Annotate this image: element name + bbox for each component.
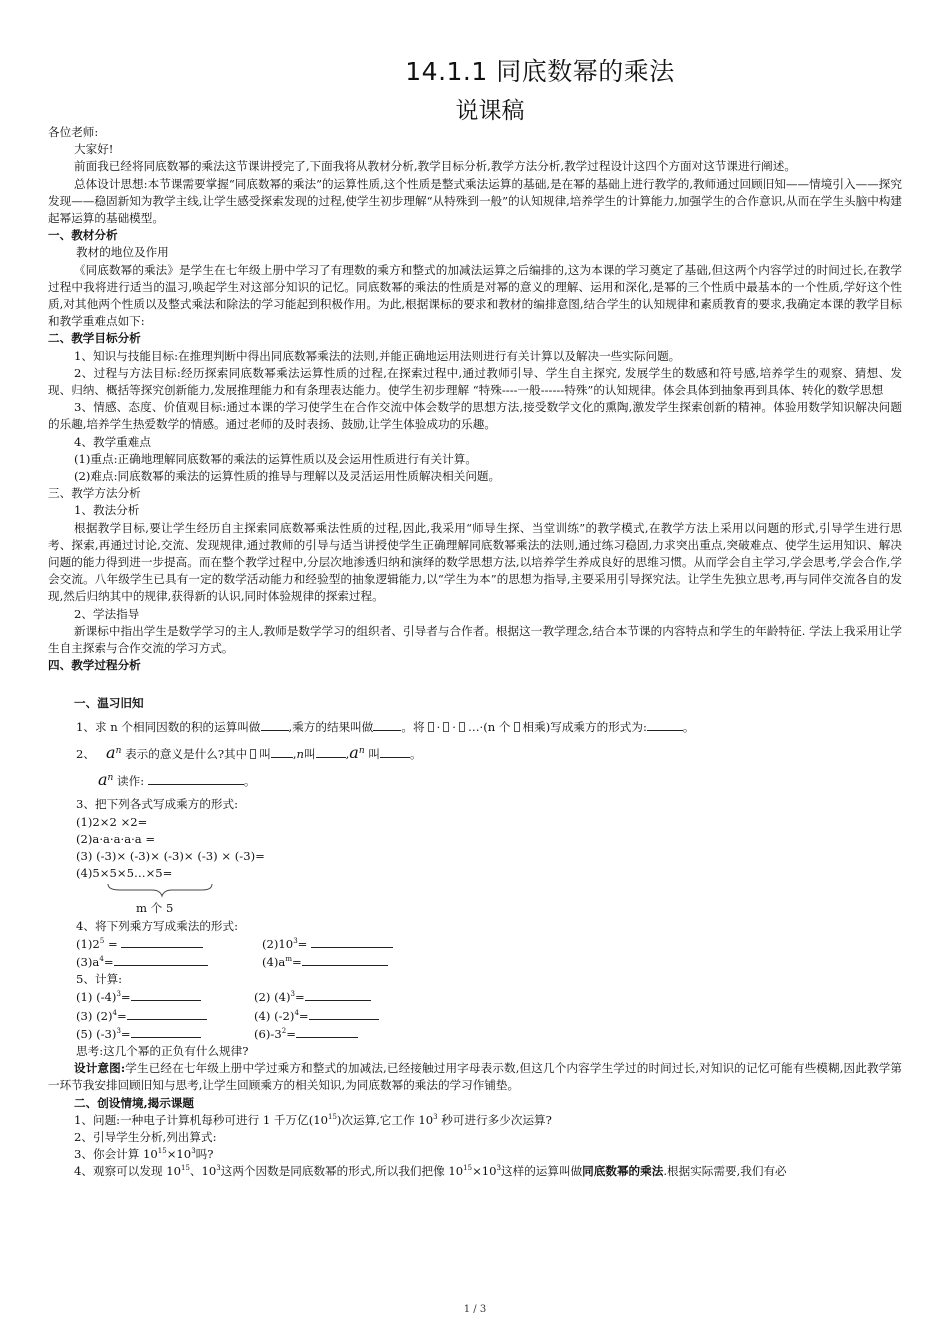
answer-blank (309, 1007, 379, 1020)
answer-blank (647, 718, 683, 731)
section-1-heading: 一、教材分析 (48, 228, 118, 243)
goal-3: 3、情感、态度、价值观目标:通过本课的学习使学生在合作交流中体会数学的思想方法,接受数学文化的熏陶,激发学生探索创新的精神。体验用数学知识解决问题的乐趣,培养学生热爱数学的情感。通过老师的及时表扬、鼓励,让学生体验成功的乐趣。 (48, 400, 902, 432)
answer-blank (271, 745, 293, 758)
question-4-row-2: $(3)a^4=$ $(4)a^m=$ (48, 953, 902, 971)
think-question: 思考:这几个幂的正负有什么规律? (76, 1043, 249, 1058)
method-1-heading: 1、教法分析 (74, 503, 140, 518)
answer-blank (121, 935, 203, 948)
question-5: 5、计算: (76, 972, 123, 987)
question-2-reading: $a^n$ 读作: 。 (98, 770, 256, 790)
underbrace-label: m 个 5 (136, 901, 174, 916)
question-3-item-3: (3) (-3)× (-3)× (-3)× (-3) × (-3)= (76, 848, 265, 863)
answer-blank (261, 718, 289, 731)
question-4: 4、将下列乘方写成乘法的形式: (76, 918, 239, 933)
underbrace (106, 882, 902, 900)
answer-blank (127, 1007, 207, 1020)
method-2-heading: 2、学法指导 (74, 606, 140, 621)
answer-blank (311, 935, 393, 948)
method-2-body: 新课标中指出学生是数学学习的主人,教师是数学学习的组织者、引导者与合作者。根据这一教学理念,结合本节课的内容特点和学生的年龄特征. 学法上我采用让学生自主探索与合作交流的学习方式。 (48, 623, 902, 656)
problem-2: 2、引导学生分析,列出算式: (74, 1129, 217, 1144)
part-1-heading: 一、温习旧知 (74, 695, 144, 710)
goal-2: 2、过程与方法目标:经历探索同底数幂乘法运算性质的过程,在探索过程中,通过教师引导、学生自主探究, 发展学生的数感和符号感,培养学生的观察、猜想、发现、归纳、概括等探究创新能力,发展推理能力和有条理表达能力。使学生初步理解 “特殊----一般------特殊”的认知规律。体会具体到抽象再到具体、转化的数学思想 (48, 365, 902, 398)
placeholder-box-icon (250, 749, 256, 759)
answer-blank (114, 953, 208, 966)
answer-blank (131, 1025, 201, 1038)
goal-1: 1、知识与技能目标:在推理判断中得出同底数幂乘法的法则,并能正确地运用法则进行有关计算以及解决一些实际问题。 (74, 348, 681, 363)
problem-1: 1、问题:一种电子计算机每秒可进行 1 千万亿$(10^{15})$次运算,它工作 $10^3$ 秒可进行多少次运算? (74, 1112, 552, 1127)
section-1-body: 《同底数幂的乘法》是学生在七年级上册中学习了有理数的乘方和整式的加减法运算之后编排的,这为本课的学习奠定了基础,但这两个内容学过的时间过长,在教学过程中我将进行适当的温习,唤起学生对这部分知识的记忆。同底数幂的乘法的性质是对幂的意义的理解、运用和深化,是幂的三个性质中最基本的一个性质,学好这个性质,对其他两个性质以及整式乘法和除法的学习能起到积极作用。为此,根据课标的要求和教材的编排意图,结合学生的认知规律和素质教育的要求,我确定本课的教学目标和教学重难点如下: (48, 262, 902, 329)
answer-blank (316, 745, 346, 758)
question-4-row-1: $(1)2^5$ = $(2)10^3=$ (48, 935, 902, 953)
answer-blank (302, 953, 388, 966)
placeholder-box-icon (443, 722, 449, 732)
difficult-point: (2)难点:同底数幂的乘法的运算性质的推导与理解以及灵活运用性质解决相关问题。 (74, 469, 501, 484)
question-3: 3、把下列各式写成乘方的形式: (76, 797, 239, 812)
placeholder-box-icon (428, 722, 434, 732)
answer-blank (148, 772, 244, 785)
hello: 大家好! (74, 142, 114, 157)
goal-4: 4、教学重难点 (74, 434, 151, 449)
design-paragraph: 总体设计思想:本节课需要掌握“同底数幂的乘法”的运算性质,这个性质是整式乘法运算的基础,是在幂的基础上进行教学的,教师通过回顾旧知——情境引入——探究发现——稳固新知为教学主线,让学生感受探索发现的过程,使学生初步理解“从特殊到一般”的认知规律,培养学生的计算能力,加强学生的合作意识,从而在学生头脑中构建起幂运算的基础模型。 (48, 176, 902, 226)
document-body (48, 124, 902, 1181)
answer-blank (380, 745, 410, 758)
question-5-row-1: (1) $(-4)^3=$ (2) $(4)^3=$ (48, 988, 902, 1006)
placeholder-box-icon (514, 722, 520, 732)
intro-paragraph: 前面我已经将同底数幂的乘法这节课讲授完了,下面我将从教材分析,教学目标分析,教学方法分析,教学过程设计这四个方面对这节课进行阐述。 (74, 159, 796, 174)
key-point: (1)重点:正确地理解同底数幂的乘法的运算性质以及会运用性质进行有关计算。 (74, 451, 477, 466)
question-1: 1、求 n 个相同因数的积的运算叫做 ,乘方的结果叫做 。将 · · …·(n 个 相乘)写成乘方的形式为: 。 (76, 719, 695, 734)
section-3-heading: 三、教学方法分析 (48, 486, 141, 501)
method-1-body: 根据教学目标,要让学生经历自主探索同底数幂乘法性质的过程,因此,我采用“师导生探、当堂训练”的教学模式,在教学方法上采用以问题的形式,引导学生进行思考、探索,再通过讨论,交流、发现规律,通过教师的引导与适当讲授使学生正确理解同底数幂乘法的法则,通过练习稳固,力求突出重点,突破难点、使学生运用知识、解决问题的能力得到进一步提高。而在整个教学过程中,分层次地渗透归纳和演绎的数学思想方法,以培养学生养成良好的思维习惯。从而学会自主学习,学会思考,学会合作,学会交流。八年级学生已具有一定的数学活动能力和经验型的抽象逻辑能力,以“学生为本”的思想为指导,主要采用引导探究法。让学生先独立思考,再与同伴交流各自的发现,然后归纳其中的规律,获得新的认识,同时体验规律的探索过程。 (48, 520, 902, 604)
answer-blank (296, 1025, 358, 1038)
question-3-item-2: (2)a·a·a·a·a = (76, 831, 156, 846)
question-3-item-4: (4)5×5×5…×5= (76, 866, 173, 881)
question-5-row-2: (3) $(2)^4=$ (4) $(-2)^4=$ (48, 1007, 902, 1025)
placeholder-box-icon (459, 722, 465, 732)
page-number: 1 / 3 (463, 1304, 487, 1315)
section-4-heading: 四、教学过程分析 (48, 658, 141, 673)
section-1-subheading: 教材的地位及作用 (76, 245, 169, 260)
question-5-row-3: (5) $(-3)^3=$ $(6)-3^2=$ (48, 1025, 902, 1043)
part-2-heading: 二、创设情境,揭示课题 (74, 1095, 194, 1110)
problem-3: 3、你会计算 $10^{15}\times 10^3$吗? (74, 1147, 214, 1162)
answer-blank (373, 718, 401, 731)
section-2-heading: 二、教学目标分析 (48, 331, 141, 346)
answer-blank (305, 988, 371, 1001)
underbrace-icon (106, 882, 216, 898)
document-subtitle: 说课稿 (455, 98, 525, 124)
answer-blank (131, 988, 201, 1001)
document-title: 14.1.1 同底数幂的乘法 (405, 57, 675, 86)
greeting: 各位老师: (48, 125, 99, 139)
design-intent: 设计意图:学生已经在七年级上册中学过乘方和整式的加减法,已经接触过用字母表示数,但这几个内容学生学过的时间过长,对知识的记忆可能有些模糊,因此教学第一环节我安排回顾旧知与思考,让学生回顾乘方的相关知识,为同底数幂的乘法的学习作铺垫。 (48, 1061, 903, 1093)
question-2: 2、 $a^n$ 表示的意义是什么?其中 叫 ,n叫 $,a^n$ 叫 。 (76, 742, 422, 762)
question-3-item-1: (1)2×2 ×2= (76, 814, 148, 829)
problem-4: 4、观察可以发现 $10^{15}$、$10^3$这两个因数是同底数幂的形式,所以我们把像 $10^{15}\times 10^3$这样的运算叫做同底数幂的乘法.根据实际需要,我们有必 (74, 1164, 787, 1179)
